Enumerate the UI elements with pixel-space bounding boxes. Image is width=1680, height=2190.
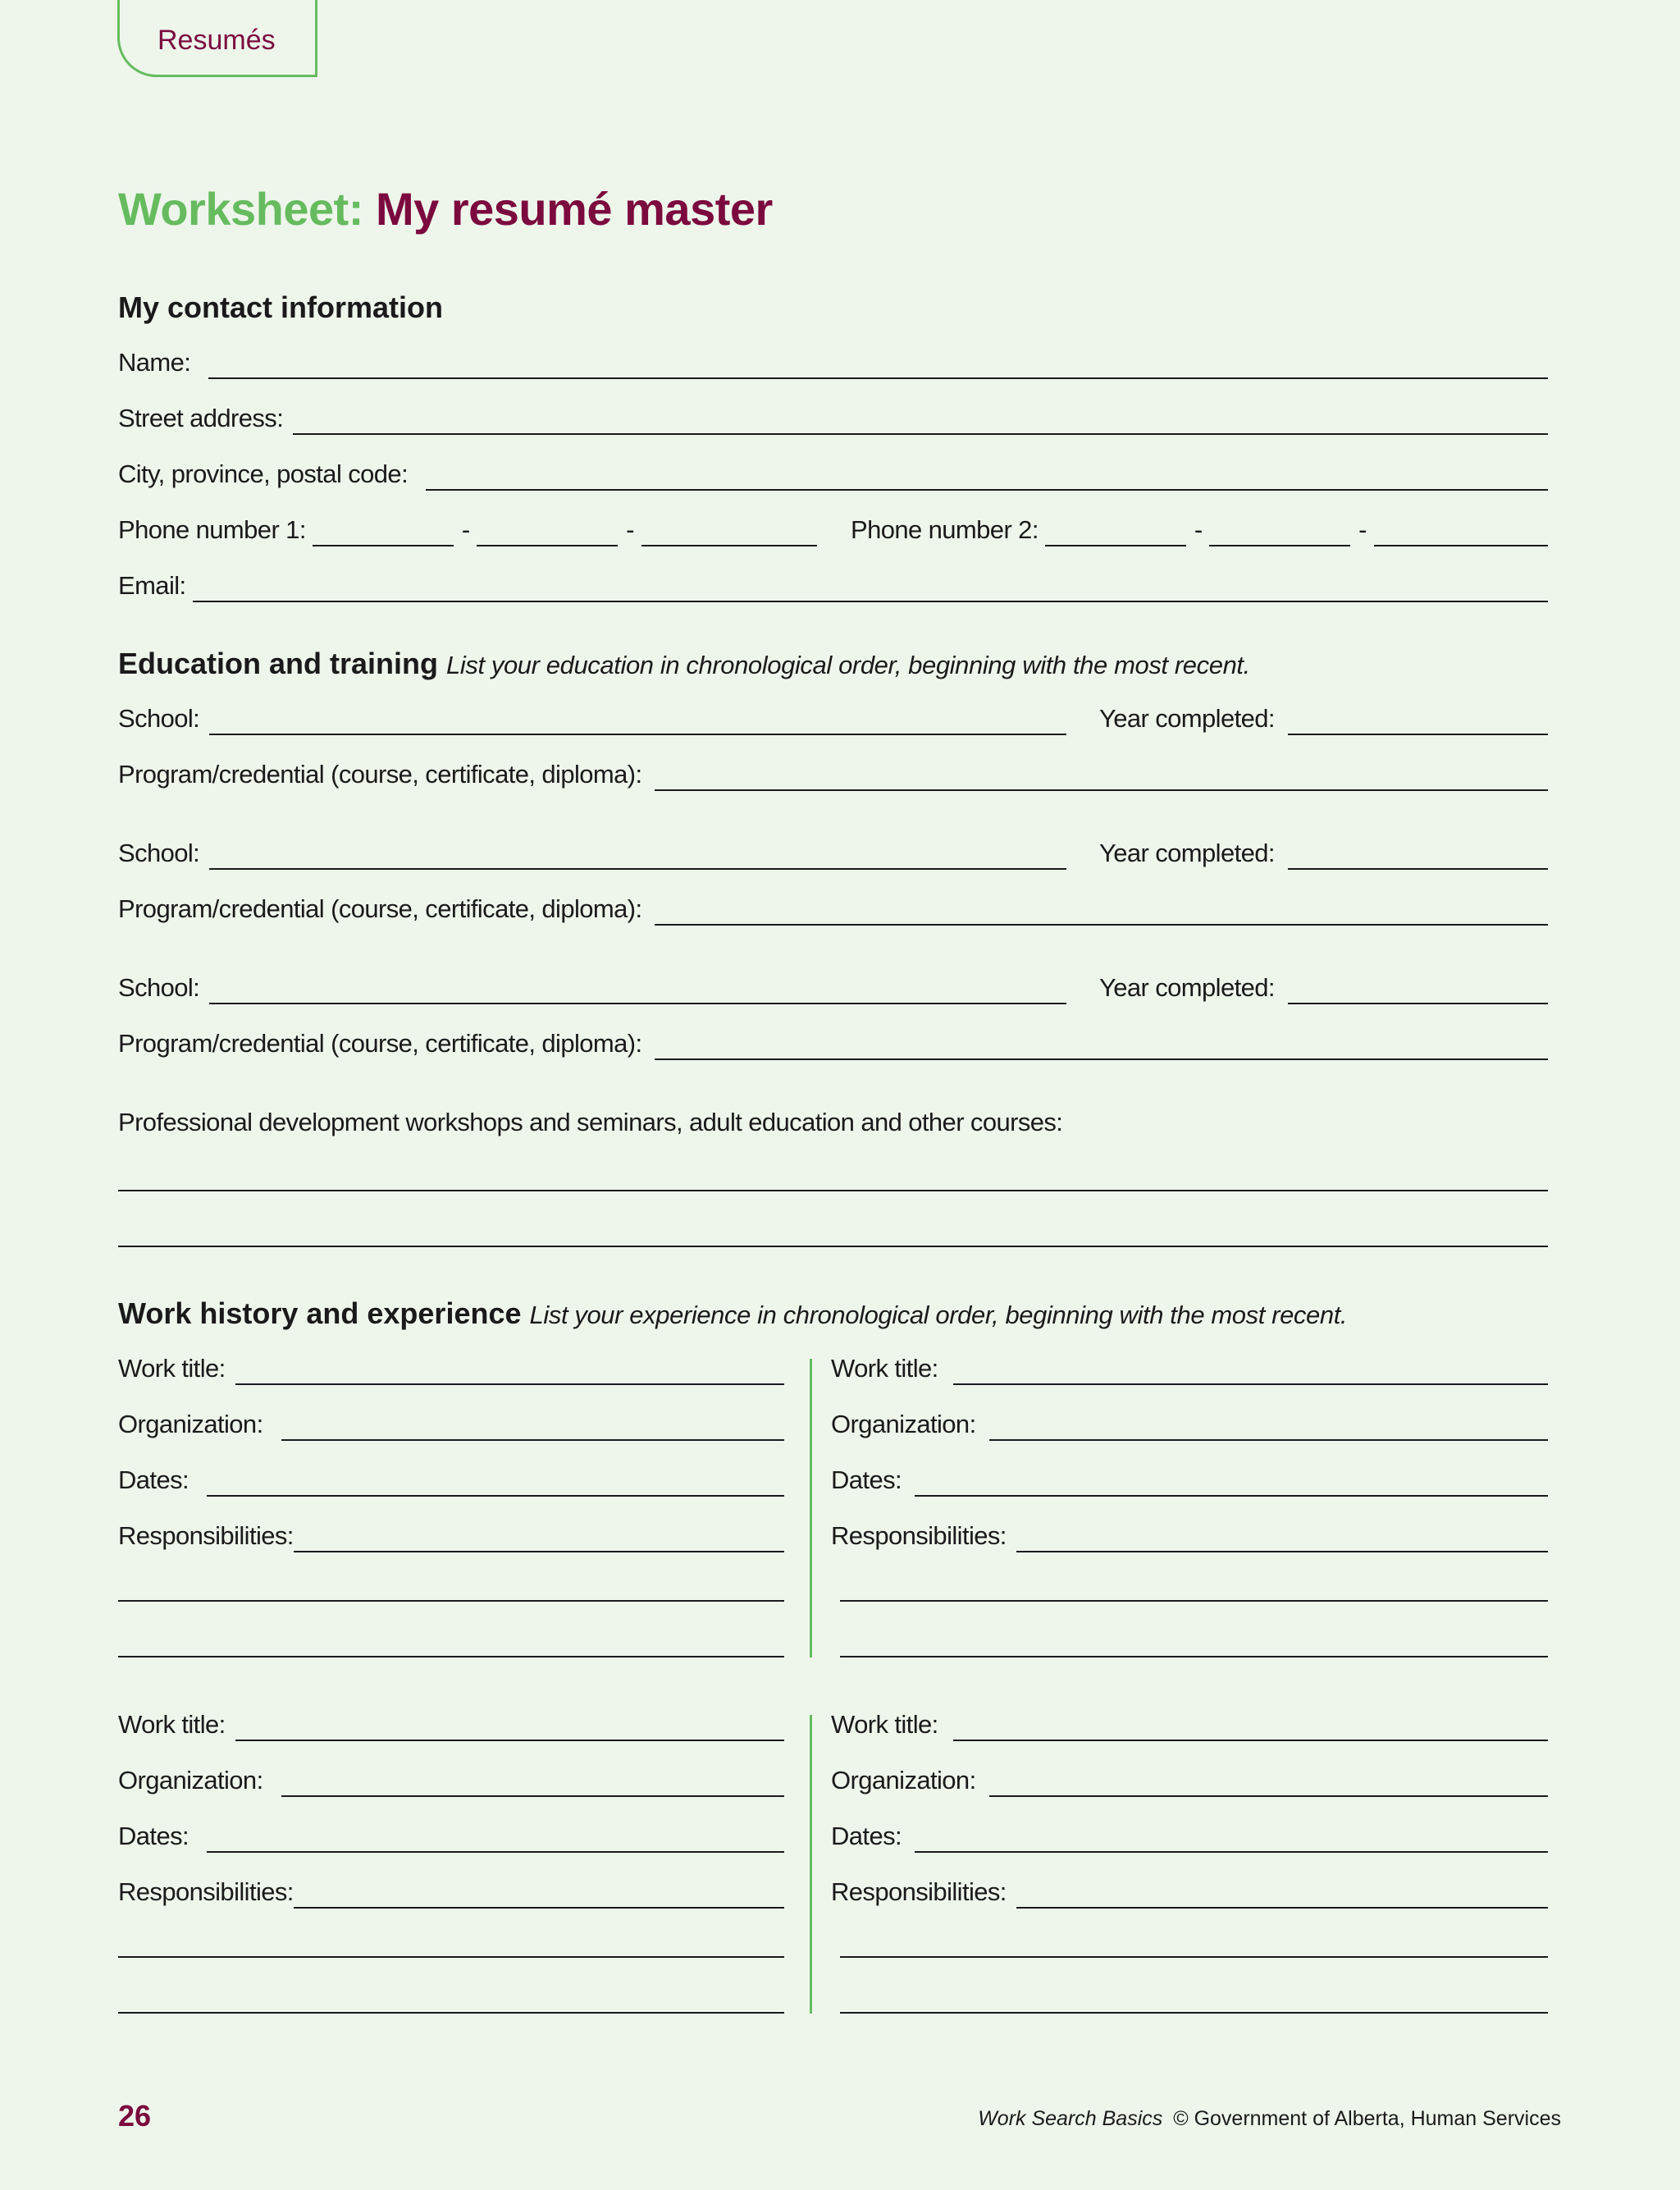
phone2-area-line[interactable] bbox=[1045, 544, 1186, 546]
dates-field[interactable] bbox=[831, 1459, 1548, 1497]
pd-label-row bbox=[118, 1101, 1548, 1139]
resp-line[interactable] bbox=[1016, 1550, 1548, 1552]
phone1-number-line[interactable] bbox=[641, 544, 818, 546]
dates-line[interactable] bbox=[207, 1494, 784, 1497]
dates-label: Dates: bbox=[831, 1822, 902, 1850]
phone1-field[interactable]: Phone number 1: - - bbox=[118, 509, 817, 546]
school-line[interactable] bbox=[209, 1002, 1066, 1004]
school-label: School: bbox=[118, 839, 200, 867]
resp-label: Responsibilities: bbox=[831, 1877, 1007, 1906]
education-heading: Education and training List your education in chronological order, beginning with the most recent. bbox=[118, 647, 1250, 680]
work-title-field[interactable] bbox=[831, 1703, 1548, 1741]
school-line[interactable] bbox=[209, 867, 1066, 870]
school-field-1[interactable] bbox=[118, 697, 1066, 735]
phone2-label: Phone number 2: bbox=[851, 515, 1039, 544]
resp-line[interactable] bbox=[1016, 1906, 1548, 1909]
education-note: List your education in chronological order, beginning with the most recent. bbox=[446, 651, 1250, 679]
title-prefix: Worksheet: bbox=[118, 183, 363, 235]
resp-line-extra[interactable] bbox=[118, 1600, 784, 1602]
resp-line-extra[interactable] bbox=[118, 2012, 784, 2014]
work-title-line[interactable] bbox=[953, 1739, 1548, 1741]
footer-credit bbox=[978, 2107, 1561, 2131]
street-line[interactable] bbox=[293, 432, 1548, 435]
city-label: City, province, postal code: bbox=[118, 459, 409, 488]
email-line[interactable] bbox=[193, 600, 1548, 602]
pd-line-1[interactable] bbox=[118, 1190, 1548, 1191]
program-line[interactable] bbox=[655, 1058, 1548, 1060]
resp-field[interactable] bbox=[831, 1871, 1548, 1909]
name-label: Name: bbox=[118, 348, 191, 377]
resp-line-extra[interactable] bbox=[840, 1956, 1548, 1958]
city-field[interactable] bbox=[118, 453, 1548, 491]
work-title-field[interactable] bbox=[118, 1347, 784, 1385]
org-field[interactable] bbox=[831, 1403, 1548, 1441]
city-line[interactable] bbox=[426, 488, 1548, 491]
email-field[interactable] bbox=[118, 565, 1548, 602]
program-label: Program/credential (course, certificate, diploma): bbox=[118, 1029, 642, 1058]
resp-line-extra[interactable] bbox=[840, 2012, 1548, 2014]
year-line[interactable] bbox=[1288, 867, 1548, 870]
program-label: Program/credential (course, certificate, diploma): bbox=[118, 760, 642, 789]
phone2-field[interactable]: Phone number 2: - - bbox=[851, 509, 1548, 546]
name-line[interactable] bbox=[208, 377, 1548, 379]
section-tab-label: Resumés bbox=[158, 25, 276, 56]
org-label: Organization: bbox=[831, 1766, 976, 1795]
org-field[interactable] bbox=[118, 1403, 784, 1441]
phone1-label: Phone number 1: bbox=[118, 515, 306, 544]
org-line[interactable] bbox=[989, 1438, 1548, 1441]
title-main: My resumé master bbox=[376, 183, 773, 235]
resp-label: Responsibilities: bbox=[118, 1521, 294, 1550]
resp-line-extra[interactable] bbox=[118, 1656, 784, 1657]
work-title-label: Work title: bbox=[118, 1354, 226, 1383]
resp-line[interactable] bbox=[294, 1550, 784, 1552]
program-line[interactable] bbox=[655, 923, 1548, 926]
name-field[interactable] bbox=[118, 341, 1548, 379]
school-label: School: bbox=[118, 973, 200, 1002]
org-field[interactable] bbox=[118, 1759, 784, 1797]
dates-field[interactable] bbox=[831, 1815, 1548, 1853]
dates-label: Dates: bbox=[831, 1465, 902, 1494]
resp-line-extra[interactable] bbox=[840, 1600, 1548, 1602]
phone2-prefix-line[interactable] bbox=[1209, 544, 1350, 546]
copyright: © Government of Alberta, Human Services bbox=[1173, 2107, 1561, 2130]
phone2-number-line[interactable] bbox=[1374, 544, 1549, 546]
resp-line-extra[interactable] bbox=[118, 1956, 784, 1958]
org-line[interactable] bbox=[281, 1795, 784, 1797]
resp-field[interactable] bbox=[118, 1515, 784, 1552]
year-label: Year completed: bbox=[1099, 704, 1275, 733]
resp-line-extra[interactable] bbox=[840, 1656, 1548, 1657]
dates-line[interactable] bbox=[207, 1850, 784, 1853]
school-label: School: bbox=[118, 704, 200, 733]
year-field-3[interactable] bbox=[1099, 967, 1548, 1004]
org-label: Organization: bbox=[118, 1410, 263, 1438]
org-label: Organization: bbox=[831, 1410, 976, 1438]
school-field-3[interactable] bbox=[118, 967, 1066, 1004]
dates-label: Dates: bbox=[118, 1465, 189, 1494]
program-field-3[interactable] bbox=[118, 1022, 1548, 1060]
org-label: Organization: bbox=[118, 1766, 263, 1795]
year-line[interactable] bbox=[1288, 733, 1548, 735]
work-title-line[interactable] bbox=[953, 1383, 1548, 1385]
work-heading: Work history and experience List your experience in chronological order, beginning with the most recent. bbox=[118, 1296, 1348, 1330]
org-line[interactable] bbox=[281, 1438, 784, 1441]
column-divider bbox=[810, 1359, 812, 1657]
pd-label: Professional development workshops and seminars, adult education and other courses: bbox=[118, 1108, 1063, 1136]
org-line[interactable] bbox=[989, 1795, 1548, 1797]
resp-field[interactable] bbox=[118, 1871, 784, 1909]
program-field-1[interactable] bbox=[118, 753, 1548, 791]
dates-line[interactable] bbox=[915, 1494, 1548, 1497]
work-title-label: Work title: bbox=[831, 1354, 938, 1383]
work-title-field[interactable] bbox=[831, 1347, 1548, 1385]
email-label: Email: bbox=[118, 571, 186, 600]
school-field-2[interactable] bbox=[118, 832, 1066, 870]
org-field[interactable] bbox=[831, 1759, 1548, 1797]
work-title-field[interactable] bbox=[118, 1703, 784, 1741]
resp-label: Responsibilities: bbox=[831, 1521, 1007, 1550]
column-divider bbox=[810, 1715, 812, 2014]
street-field[interactable] bbox=[118, 397, 1548, 435]
year-field-1[interactable] bbox=[1099, 697, 1548, 735]
resp-field[interactable] bbox=[831, 1515, 1548, 1552]
work-title-line[interactable] bbox=[235, 1739, 784, 1741]
year-label: Year completed: bbox=[1099, 839, 1275, 867]
dates-field[interactable] bbox=[118, 1815, 784, 1853]
contact-heading: My contact information bbox=[118, 290, 444, 324]
dates-label: Dates: bbox=[118, 1822, 189, 1850]
dates-field[interactable] bbox=[118, 1459, 784, 1497]
book-title: Work Search Basics bbox=[978, 2107, 1163, 2130]
resp-line[interactable] bbox=[294, 1906, 784, 1909]
phone1-area-line[interactable] bbox=[313, 544, 454, 546]
page-number: 26 bbox=[118, 2099, 152, 2133]
pd-line-2[interactable] bbox=[118, 1246, 1548, 1247]
program-line[interactable] bbox=[655, 789, 1548, 791]
section-tab bbox=[117, 0, 317, 77]
year-field-2[interactable] bbox=[1099, 832, 1548, 870]
school-line[interactable] bbox=[209, 733, 1066, 735]
phone1-prefix-line[interactable] bbox=[477, 544, 618, 546]
dates-line[interactable] bbox=[915, 1850, 1548, 1853]
resp-label: Responsibilities: bbox=[118, 1877, 294, 1906]
work-title-label: Work title: bbox=[831, 1710, 938, 1739]
page-title bbox=[118, 182, 773, 235]
program-label: Program/credential (course, certificate, diploma): bbox=[118, 894, 642, 923]
program-field-2[interactable] bbox=[118, 888, 1548, 926]
street-label: Street address: bbox=[118, 404, 284, 432]
work-note: List your experience in chronological order, beginning with the most recent. bbox=[529, 1301, 1348, 1329]
work-title-line[interactable] bbox=[235, 1383, 784, 1385]
year-line[interactable] bbox=[1288, 1002, 1548, 1004]
year-label: Year completed: bbox=[1099, 973, 1275, 1002]
work-title-label: Work title: bbox=[118, 1710, 226, 1739]
